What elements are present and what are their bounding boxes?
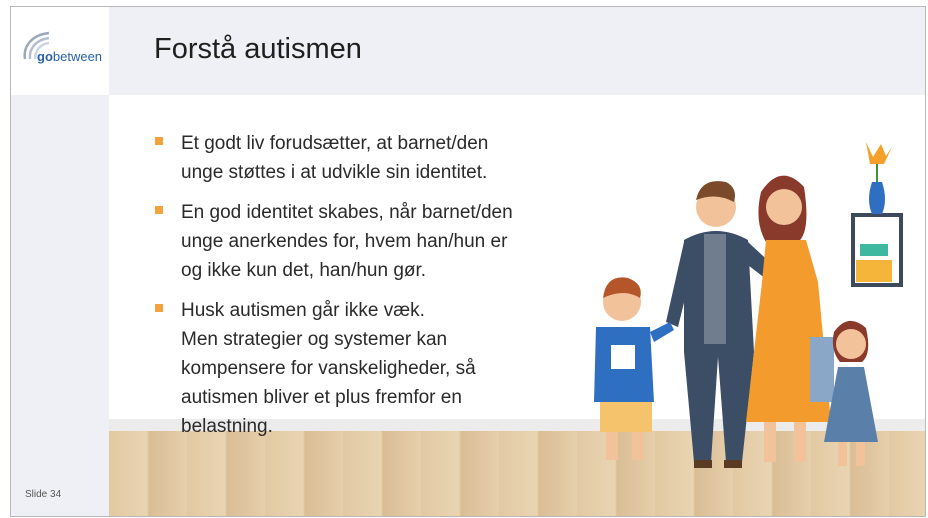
boy-figure-icon	[594, 277, 674, 460]
logo-text-between: between	[52, 49, 103, 64]
bullet-item	[155, 296, 575, 441]
slide	[10, 6, 926, 517]
left-strip	[11, 95, 109, 516]
slide-number: Slide 34	[25, 489, 62, 500]
bullet-square-icon	[155, 137, 163, 145]
mother-figure-icon	[746, 176, 834, 462]
bullet-text: Husk autismen går ikke væk. Men strategier og systemer kan kompensere for vanskeligheder, så autismen bliver et plus fremfor en belastning.	[181, 300, 476, 437]
bullet-item	[155, 129, 575, 187]
bullet-text: En god identitet skabes, når barnet/den unge anerkendes for, hvem han/hun er og ikke kun det, han/hun gør.	[181, 202, 513, 281]
logo-text-go: go	[37, 49, 53, 64]
slide-title: Forstå autismen	[154, 33, 362, 65]
bullet-list	[155, 129, 575, 452]
bullet-square-icon	[155, 206, 163, 214]
logo	[11, 7, 109, 95]
bullet-text: Et godt liv forudsætter, at barnet/den unge støttes i at udvikle sin identitet.	[181, 133, 489, 183]
header-band	[11, 7, 925, 95]
shelf-icon	[853, 142, 901, 285]
bullet-item	[155, 198, 575, 285]
family-illustration	[566, 122, 916, 492]
logo-text	[37, 49, 102, 64]
bullet-square-icon	[155, 304, 163, 312]
